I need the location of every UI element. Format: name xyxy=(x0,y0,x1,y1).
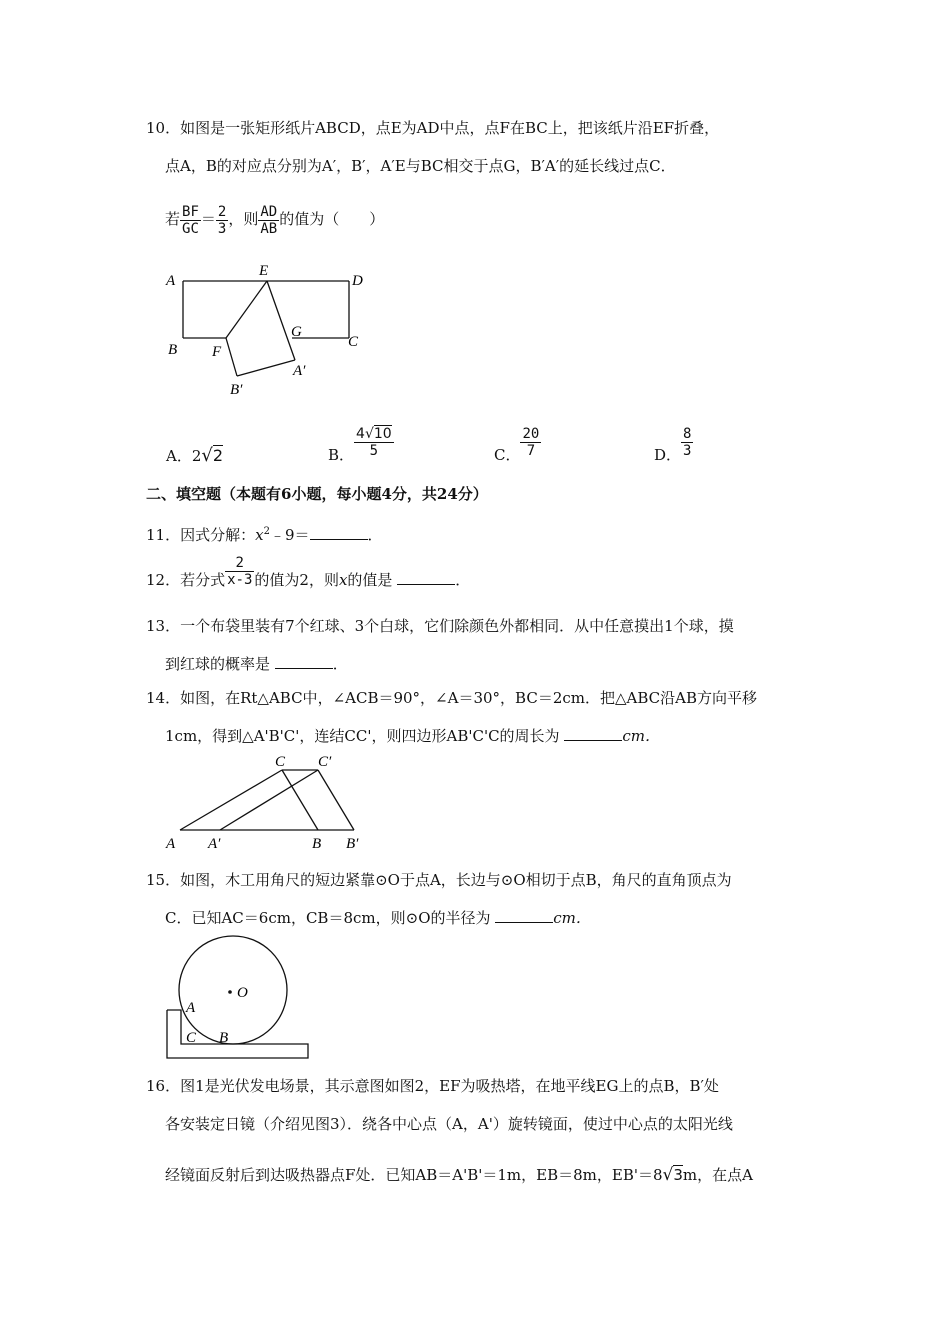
q14-answer-blank[interactable] xyxy=(564,726,622,741)
q15-answer-blank[interactable] xyxy=(495,908,553,923)
q15-line1: 15．如图，木工用角尺的短边紧靠⊙O于点A，长边与⊙O相切于点B，角尺的直角顶点为 xyxy=(146,871,732,889)
label-B-prime: B′ xyxy=(230,382,243,398)
q16-line3: 经镜面反射后到达吸热器点F处．已知AB＝A'B'＝1m，EB＝8m，EB'＝8√3m，在点A xyxy=(165,1165,753,1185)
q10-number: 10． xyxy=(146,119,181,137)
fraction-2-over-x-3: $\frac{2}{x-3}$ xyxy=(227,554,253,588)
center-point xyxy=(228,990,232,994)
label-F: F xyxy=(212,344,222,360)
q10-text-line1: 如图是一张矩形纸片ABCD，点E为AD中点，点F在BC上，把该纸片沿EF折叠， xyxy=(180,119,720,137)
label-C-prime: C′ xyxy=(318,754,332,770)
q15-circle-square-figure xyxy=(160,934,320,1064)
q14-line2: 1cm，得到△A'B'C'，连结CC'，则四边形AB'C'C的周长为 cm． xyxy=(165,727,660,745)
fraction-bf-gc: $\frac{BF}{GC}$ xyxy=(182,203,199,237)
label-A: A xyxy=(186,1000,196,1016)
q13-line2: 到红球的概率是 ． xyxy=(165,655,348,673)
q10-line1 xyxy=(146,118,719,138)
q11-answer-blank[interactable] xyxy=(310,525,368,540)
q10-option-c[interactable]: C． $\frac{20}{7}$ xyxy=(494,425,540,464)
label-A-prime: A′ xyxy=(208,836,221,852)
label-A-prime: A′ xyxy=(293,363,306,379)
section-2-title: 二、填空题（本题有6小题，每小题4分，共24分） xyxy=(146,485,488,503)
label-C: C xyxy=(348,334,359,350)
label-A: A xyxy=(166,836,176,852)
q10-folded-rectangle-figure xyxy=(160,258,380,403)
q10-condition: 若 $\frac{BF}{GC}$ ＝ $\frac{2}{3}$ ，则 $\frac{AD}{AB}$ 的值为（ ） xyxy=(165,203,385,237)
label-B: B xyxy=(168,342,178,358)
label-B: B xyxy=(219,1030,229,1046)
fraction-ad-ab: $\frac{AD}{AB}$ xyxy=(260,203,278,237)
q13-answer-blank[interactable] xyxy=(275,654,333,669)
label-D: D xyxy=(352,273,363,289)
q16-line2: 各安装定日镜（介绍见图3）．绕各中心点（A，A'）旋转镜面，使过中心点的太阳光线 xyxy=(165,1115,733,1133)
label-A: A xyxy=(166,273,176,289)
fraction-2-3: $\frac{2}{3}$ xyxy=(217,203,227,237)
q10-line2: 点A，B的对应点分别为A′，B′，A′E与BC相交于点G，B′A′的延长线过点C． xyxy=(165,157,676,175)
label-C: C xyxy=(275,754,286,770)
q10-option-b[interactable]: B． $\frac{4√10}{5}$ xyxy=(328,425,392,464)
q14-translated-triangle-figure xyxy=(160,752,380,852)
label-G: G xyxy=(291,324,302,340)
q16-line1: 16．图1是光伏发电场景，其示意图如图2，EF为吸热塔，在地平线EG上的点B，B′处 xyxy=(146,1077,719,1095)
label-E: E xyxy=(259,263,269,279)
label-C: C xyxy=(186,1030,197,1046)
q12: 12．若分式 $\frac{2}{x-3}$ 的值为2，则x的值是 ． xyxy=(146,554,471,589)
q14-line1: 14．如图，在Rt△ABC中，∠ACB＝90°，∠A＝30°，BC＝2cm．把△ABC沿AB方向平移 xyxy=(146,689,757,707)
q13-line1: 13．一个布袋里装有7个红球、3个白球，它们除颜色外都相同．从中任意摸出1个球，摸 xyxy=(146,617,734,635)
q12-answer-blank[interactable] xyxy=(397,570,455,585)
label-B: B xyxy=(312,836,322,852)
q15-line2: C．已知AC＝6cm，CB＝8cm，则⊙O的半径为 cm． xyxy=(165,909,591,927)
q11: 11．因式分解：$x^2﹣9=$ ． xyxy=(146,526,383,544)
q10-option-a[interactable]: A．2√2 xyxy=(166,445,224,466)
q10-option-d[interactable]: D． $\frac{8}{3}$ xyxy=(654,425,692,464)
label-B-prime: B′ xyxy=(346,836,359,852)
label-O: O xyxy=(237,985,248,1001)
